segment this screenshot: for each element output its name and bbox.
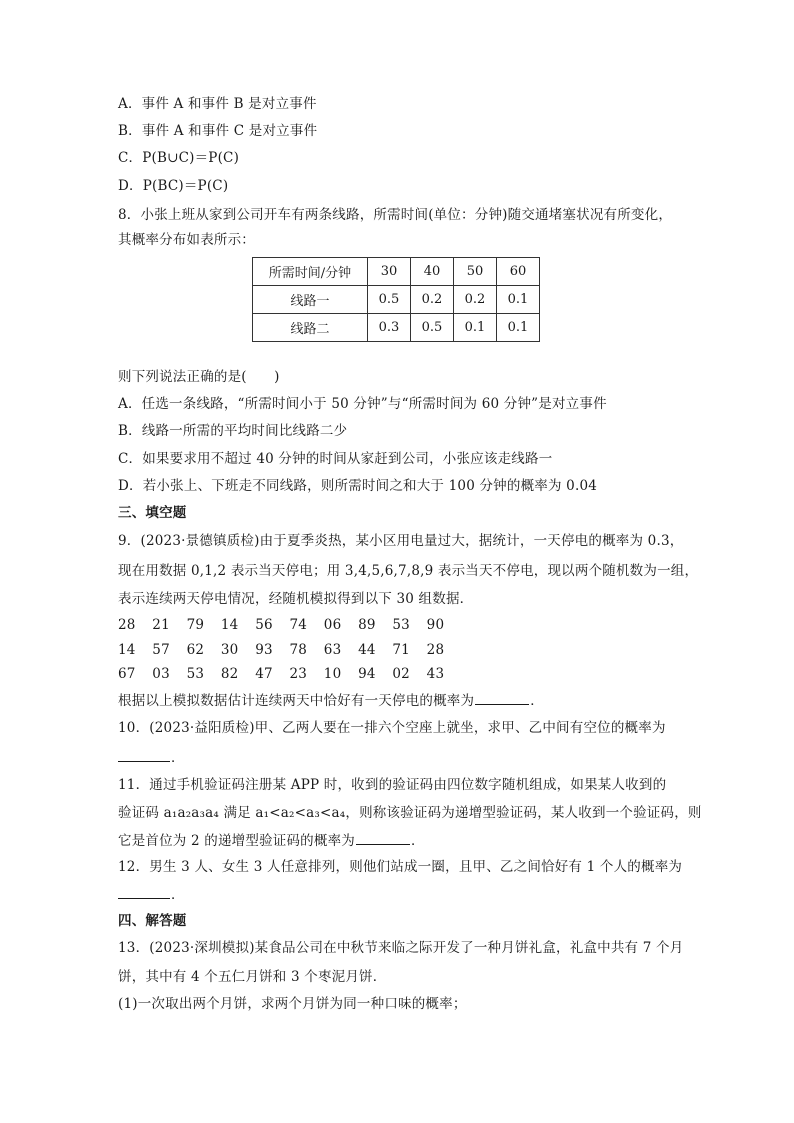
punctuation: ．: [171, 750, 185, 766]
q13-part1: (1)一次取出两个月饼，求两个月饼为同一种口味的概率；: [118, 996, 467, 1012]
random-number-row-3: [118, 664, 461, 684]
q9-question-text: 根据以上模拟数据估计连续两天中恰好有一天停电的概率为: [118, 693, 475, 709]
table-cell: 0.1: [497, 286, 540, 314]
random-number: 53: [392, 617, 410, 633]
q8-option-a: A．任选一条线路，“所需时间小于 50 分钟”与“所需时间为 60 分钟”是对立事件: [118, 396, 607, 412]
random-number: 93: [255, 642, 273, 658]
q9-question: [118, 690, 544, 711]
random-number: 74: [289, 617, 308, 633]
random-number: 06: [323, 617, 342, 633]
table-cell: 线路一: [253, 286, 368, 314]
random-number: 44: [358, 642, 376, 658]
q9-stem-line2: 现在用数据 0,1,2 表示当天停电；用 3,4,5,6,7,8,9 表示当天不停电，现以两个随机数为一组，: [118, 563, 699, 579]
q12-answer-line: [118, 884, 185, 905]
table-cell: 30: [368, 258, 411, 286]
q7-option-b: B．事件 A 和事件 C 是对立事件: [118, 123, 318, 139]
section-title-solve: 四、解答题: [118, 913, 187, 929]
q13-stem-line2: 饼，其中有 4 个五仁月饼和 3 个枣泥月饼．: [118, 969, 387, 985]
table-cell: 0.2: [411, 286, 454, 314]
table-row: [253, 314, 540, 342]
table-cell: 0.5: [368, 286, 411, 314]
answer-blank: [356, 830, 410, 845]
random-number: 94: [358, 666, 376, 682]
random-number-row-1: [118, 615, 461, 635]
answer-blank: [118, 747, 170, 762]
random-number: 79: [186, 617, 205, 633]
random-number-row-2: [118, 640, 461, 660]
random-number: 89: [358, 617, 376, 633]
random-number: 67: [118, 666, 136, 682]
q8-option-c: C．如果要求用不超过 40 分钟的时间从家赶到公司，小张应该走线路一: [118, 451, 553, 467]
punctuation: ．: [410, 833, 425, 849]
q7-option-c: C．P(B∪C)＝P(C): [118, 150, 240, 166]
q11-stem-line1: 11．通过手机验证码注册某 APP 时，收到的验证码由四位数字随机组成，如果某人收到的: [118, 777, 667, 793]
table-cell: 40: [411, 258, 454, 286]
q11-question-text: 它是首位为 2 的递增型验证码的概率为: [118, 833, 355, 849]
q11-stem-line2: 验证码 a₁a₂a₃a₄ 满足 a₁<a₂<a₃<a₄，则称该验证码为递增型验证码，某人收到一个验证码，则: [118, 805, 702, 821]
q10-answer-line: [118, 747, 185, 768]
random-number: 21: [152, 617, 170, 633]
random-number: 90: [426, 617, 445, 633]
table-cell: 0.3: [368, 314, 411, 342]
random-number: 62: [186, 642, 205, 658]
q8-option-d: D．若小张上、下班走不同线路，则所需时间之和大于 100 分钟的概率为 0.04: [118, 478, 598, 494]
random-number: 53: [186, 666, 205, 682]
random-number: 10: [323, 666, 342, 682]
table-cell: 线路二: [253, 314, 368, 342]
q8-question: 则下列说法正确的是( ): [118, 369, 280, 385]
section-title-fill-blank: 三、填空题: [118, 505, 187, 521]
q9-stem-line1: 9．(2023·景德镇质检)由于夏季炎热，某小区用电量过大，据统计，一天停电的概率为 0.3，: [118, 533, 684, 549]
q7-option-a: A．事件 A 和事件 B 是对立事件: [118, 96, 317, 112]
random-number: 23: [289, 666, 308, 682]
random-number: 30: [220, 642, 239, 658]
random-number: 14: [220, 617, 239, 633]
random-number: 03: [152, 666, 170, 682]
random-number: 57: [152, 642, 170, 658]
answer-blank: [475, 690, 529, 705]
random-number: 02: [392, 666, 410, 682]
table-cell: 0.2: [454, 286, 497, 314]
punctuation: ．: [530, 693, 544, 709]
probability-table: [252, 257, 540, 342]
q7-option-d: D．P(BC)＝P(C): [118, 178, 229, 194]
q8-stem-line2: 其概率分布如表所示：: [118, 232, 255, 248]
random-number: 63: [323, 642, 342, 658]
random-number: 56: [255, 617, 273, 633]
table-cell: 0.1: [497, 314, 540, 342]
table-cell: 0.5: [411, 314, 454, 342]
table-row: [253, 286, 540, 314]
q12-stem-line1: 12．男生 3 人、女生 3 人任意排列，则他们站成一圈，且甲、乙之间恰好有 1 个人的概率为: [118, 859, 683, 875]
random-number: 47: [255, 666, 273, 682]
q13-stem-line1: 13．(2023·深圳模拟)某食品公司在中秋节来临之际开发了一种月饼礼盒，礼盒中共有 7 个月: [118, 940, 684, 956]
table-cell: 50: [454, 258, 497, 286]
table-cell: 0.1: [454, 314, 497, 342]
answer-blank: [118, 884, 170, 899]
q9-stem-line3: 表示连续两天停电情况，经随机模拟得到以下 30 组数据．: [118, 591, 474, 607]
random-number: 43: [426, 666, 445, 682]
q10-stem-line1: 10．(2023·益阳质检)甲、乙两人要在一排六个空座上就坐，求甲、乙中间有空位的概率为: [118, 720, 666, 736]
random-number: 14: [118, 642, 136, 658]
q11-stem-line3: [118, 830, 425, 851]
table-cell: 60: [497, 258, 540, 286]
punctuation: ．: [171, 887, 185, 903]
random-number: 28: [426, 642, 445, 658]
random-number: 28: [118, 617, 136, 633]
random-number: 78: [289, 642, 308, 658]
q8-stem-line1: 8．小张上班从家到公司开车有两条线路，所需时间(单位：分钟)随交通堵塞状况有所变化，: [118, 207, 673, 223]
q8-option-b: B．线路一所需的平均时间比线路二少: [118, 423, 348, 439]
random-number: 82: [220, 666, 239, 682]
table-row: [253, 258, 540, 286]
table-cell: 所需时间/分钟: [253, 258, 368, 286]
random-number: 71: [392, 642, 410, 658]
